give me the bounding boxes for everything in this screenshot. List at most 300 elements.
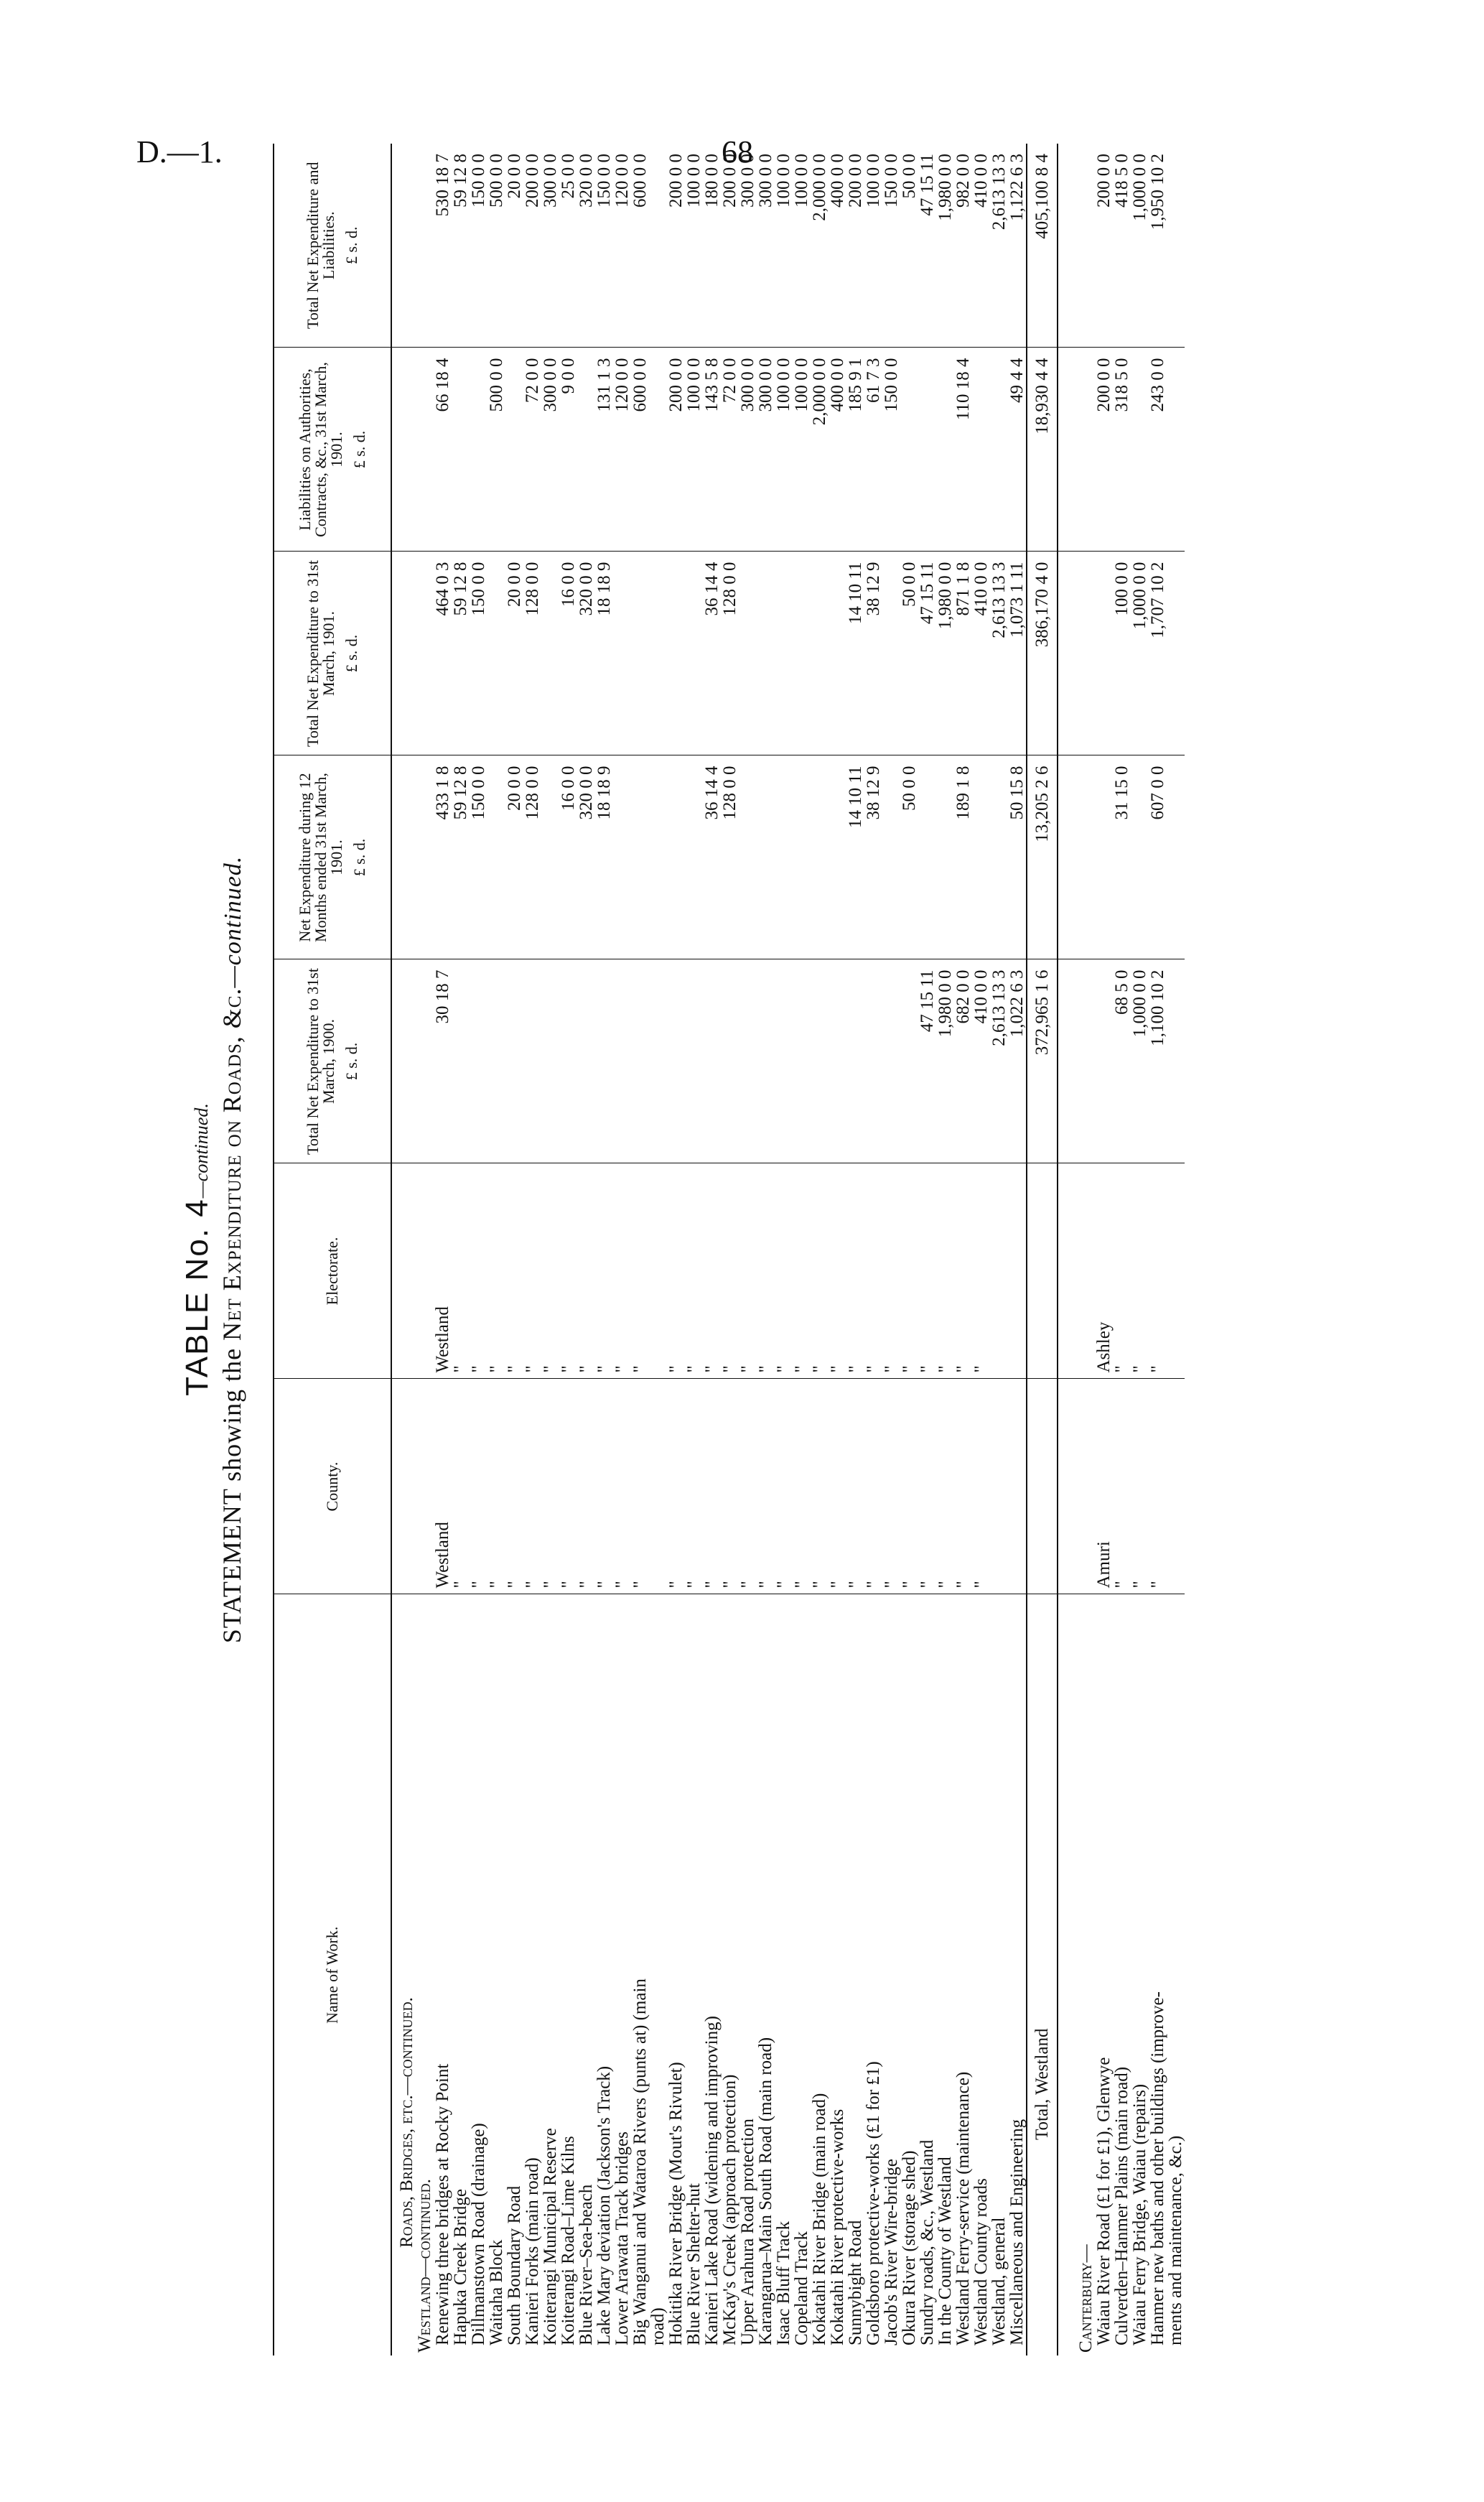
table-row xyxy=(487,144,505,2355)
net-12m-cell: 128 0 0 xyxy=(721,755,739,959)
total-1901-cell xyxy=(667,552,685,755)
county-cell xyxy=(1167,1379,1185,1594)
county-cell: " xyxy=(936,1379,954,1594)
total-1901-cell: 18 18 9 xyxy=(595,552,613,755)
liabilities-cell: 200 0 0 xyxy=(1095,348,1113,552)
electorate-cell: " xyxy=(972,1163,990,1379)
county-cell: " xyxy=(1149,1379,1167,1594)
total-liab-cell xyxy=(649,144,667,348)
work-name: Isaac Bluff Track xyxy=(774,2220,793,2345)
subsection-heading: Westland—continued. xyxy=(415,2179,434,2353)
work-name: Koiterangi Municipal Reserve xyxy=(541,2128,560,2345)
total-1900-cell: 410 0 0 xyxy=(972,959,990,1163)
total-liab-cell: 200 0 0 xyxy=(667,144,685,348)
total-1901-cell: 128 0 0 xyxy=(523,552,541,755)
total-liab-cell: 500 0 0 xyxy=(487,144,505,348)
net-12m-cell: 150 0 0 xyxy=(470,755,487,959)
col-electorate: Electorate. xyxy=(274,1163,391,1379)
table-body xyxy=(391,144,1185,2355)
total-1901-cell: 14 10 11 xyxy=(846,552,864,755)
work-name: Westland Ferry-service (maintenance) xyxy=(953,2071,973,2345)
col-total-to-1900: Total Net Expenditure to 31st March, 1900. £ s. d. xyxy=(274,959,391,1163)
county-cell xyxy=(1008,1379,1027,1594)
table-row xyxy=(972,144,990,2355)
work-name: Upper Arahura Road protection xyxy=(738,2119,757,2345)
county-cell: " xyxy=(1113,1379,1131,1594)
net-12m-cell xyxy=(918,755,936,959)
spacer-row xyxy=(1058,144,1077,2355)
electorate-cell: " xyxy=(775,1163,793,1379)
net-12m-cell xyxy=(631,755,649,959)
table-row xyxy=(990,144,1008,2355)
table-row xyxy=(434,144,452,2355)
table-row xyxy=(1167,144,1185,2355)
net-12m-cell: 38 12 9 xyxy=(864,755,882,959)
total-1900-cell xyxy=(775,959,793,1163)
net-12m-cell: 20 0 0 xyxy=(505,755,523,959)
liabilities-cell xyxy=(505,348,523,552)
table-row xyxy=(918,144,936,2355)
total-1900-cell: 2,613 13 3 xyxy=(990,959,1008,1163)
col-liabilities: Liabilities on Authorities, Contracts, &c., 31st March, 1901. £ s. d. xyxy=(274,348,391,552)
electorate-cell: " xyxy=(487,1163,505,1379)
net-12m-cell xyxy=(1167,755,1185,959)
empty-cell xyxy=(1077,959,1095,1163)
electorate-cell: " xyxy=(882,1163,900,1379)
liabilities-cell: 600 0 0 xyxy=(631,348,649,552)
total-1900-cell xyxy=(864,959,882,1163)
liabilities-cell: 400 0 0 xyxy=(829,348,846,552)
table-row xyxy=(595,144,613,2355)
subtitle-part-a: STATEMENT showing the xyxy=(218,1340,246,1644)
work-name: Miscellaneous and Engineering xyxy=(1007,2119,1027,2345)
total-liab-cell: 120 0 0 xyxy=(613,144,631,348)
net-12m-cell: 50 0 0 xyxy=(900,755,918,959)
total-1901-cell xyxy=(541,552,559,755)
total-1900-cell: 682 0 0 xyxy=(954,959,972,1163)
total-1900-cell xyxy=(487,959,505,1163)
liabilities-cell: 49 4 4 xyxy=(1008,348,1027,552)
empty-cell xyxy=(1077,348,1095,552)
work-name: Hokitika River Bridge (Mout's Rivulet) xyxy=(666,2062,686,2345)
work-name: Westland County roads xyxy=(971,2178,991,2345)
work-name: Renewing three bridges at Rocky Point xyxy=(433,2063,452,2345)
total-1900-cell: 1,022 6 3 xyxy=(1008,959,1027,1163)
total-1901-cell xyxy=(829,552,846,755)
liabilities-cell: 131 1 3 xyxy=(595,348,613,552)
total-1900-cell xyxy=(667,959,685,1163)
electorate-cell: " xyxy=(1113,1163,1131,1379)
electorate-cell: " xyxy=(829,1163,846,1379)
net-12m-cell xyxy=(990,755,1008,959)
table-row xyxy=(1131,144,1149,2355)
empty-cell xyxy=(1077,1379,1095,1594)
table-row xyxy=(829,144,846,2355)
total-1901-cell: 320 0 0 xyxy=(577,552,595,755)
county-cell xyxy=(990,1379,1008,1594)
total-c1: 372,965 1 6 xyxy=(1027,959,1058,1163)
total-liab-cell: 982 0 0 xyxy=(954,144,972,348)
net-12m-cell: 128 0 0 xyxy=(523,755,541,959)
col-net-12-months: Net Expenditure during 12 Months ended 31st March, 1901. £ s. d. xyxy=(274,755,391,959)
empty-cell xyxy=(1027,1379,1058,1594)
work-name: Koiterangi Road–Lime Kilns xyxy=(559,2136,578,2345)
total-liab-cell: 25 0 0 xyxy=(559,144,577,348)
net-12m-cell xyxy=(613,755,631,959)
total-liab-cell: 410 0 0 xyxy=(972,144,990,348)
col-name-of-work: Name of Work. xyxy=(274,1594,391,2355)
electorate-cell: " xyxy=(559,1163,577,1379)
total-1901-cell xyxy=(613,552,631,755)
liabilities-cell: 2,000 0 0 xyxy=(811,348,829,552)
total-liab-cell: 200 0 0 xyxy=(523,144,541,348)
electorate-cell: " xyxy=(811,1163,829,1379)
liabilities-cell xyxy=(918,348,936,552)
total-1901-cell xyxy=(487,552,505,755)
net-12m-cell: 16 0 0 xyxy=(559,755,577,959)
total-1900-cell xyxy=(703,959,721,1163)
total-c4: 18,930 4 4 xyxy=(1027,348,1058,552)
total-liab-cell: 300 0 0 xyxy=(757,144,775,348)
liabilities-cell xyxy=(990,348,1008,552)
work-name: Goldsboro protective-works (£1 for £1) xyxy=(864,2061,883,2345)
county-cell: " xyxy=(775,1379,793,1594)
liabilities-cell xyxy=(577,348,595,552)
electorate-cell: " xyxy=(864,1163,882,1379)
liabilities-cell: 200 0 0 xyxy=(667,348,685,552)
net-12m-cell: 59 12 8 xyxy=(452,755,470,959)
table-row xyxy=(1095,144,1113,2355)
empty-cell xyxy=(1027,1163,1058,1379)
total-1900-cell xyxy=(846,959,864,1163)
table-row xyxy=(793,144,811,2355)
table-row xyxy=(559,144,577,2355)
table-row xyxy=(523,144,541,2355)
total-1901-cell xyxy=(1095,552,1113,755)
work-name: Hapuka Creek Bridge xyxy=(451,2189,470,2345)
page-number: 68 xyxy=(722,134,753,169)
liabilities-cell: 300 0 0 xyxy=(739,348,757,552)
work-name: Okura River (storage shed) xyxy=(900,2150,919,2345)
total-liab-cell: 300 0 0 xyxy=(541,144,559,348)
table-row xyxy=(846,144,864,2355)
county-cell: " xyxy=(954,1379,972,1594)
total-1901-cell xyxy=(649,552,667,755)
liabilities-cell: 110 18 4 xyxy=(954,348,972,552)
net-12m-cell xyxy=(775,755,793,959)
electorate-cell: " xyxy=(1149,1163,1167,1379)
total-1901-cell: 1,707 10 2 xyxy=(1149,552,1167,755)
electorate-cell: " xyxy=(523,1163,541,1379)
total-1901-cell xyxy=(775,552,793,755)
table-row xyxy=(864,144,882,2355)
liabilities-cell xyxy=(1131,348,1149,552)
table-row xyxy=(667,144,685,2355)
total-1900-cell: 68 5 0 xyxy=(1113,959,1131,1163)
electorate-cell: " xyxy=(541,1163,559,1379)
total-liab-cell: 2,613 13 3 xyxy=(990,144,1008,348)
liabilities-cell xyxy=(470,348,487,552)
total-1900-cell xyxy=(685,959,703,1163)
work-name: McKay's Creek (approach protection) xyxy=(720,2074,739,2345)
work-name: Jacob's River Wire-bridge xyxy=(882,2159,901,2345)
county-cell: " xyxy=(864,1379,882,1594)
net-12m-cell xyxy=(1095,755,1113,959)
county-cell: " xyxy=(721,1379,739,1594)
liabilities-cell: 61 7 3 xyxy=(864,348,882,552)
liabilities-cell xyxy=(972,348,990,552)
net-12m-cell: 189 1 8 xyxy=(954,755,972,959)
total-1900-cell xyxy=(505,959,523,1163)
county-cell: " xyxy=(918,1379,936,1594)
total-1901-cell xyxy=(739,552,757,755)
work-name: Kokatahi River Bridge (main road) xyxy=(810,2093,829,2345)
total-1901-cell xyxy=(793,552,811,755)
total-1901-cell xyxy=(631,552,649,755)
total-1900-cell xyxy=(793,959,811,1163)
table-row xyxy=(1113,144,1131,2355)
total-liab-cell: 320 0 0 xyxy=(577,144,595,348)
net-12m-cell xyxy=(541,755,559,959)
work-name: In the County of Westland xyxy=(935,2157,955,2345)
net-12m-cell: 320 0 0 xyxy=(577,755,595,959)
total-liab-cell: 100 0 0 xyxy=(685,144,703,348)
work-name: Blue River–Sea-beach xyxy=(577,2184,596,2345)
total-liab-cell: 59 12 8 xyxy=(452,144,470,348)
subtitle-part-b: Net Expenditure on Roads, &c. xyxy=(218,987,246,1341)
work-name: Karangarua–Main South Road (main road) xyxy=(756,2037,775,2345)
electorate-cell: Ashley xyxy=(1095,1163,1113,1379)
total-c5: 405,100 8 4 xyxy=(1027,144,1058,348)
net-12m-cell xyxy=(667,755,685,959)
net-12m-cell: 31 15 0 xyxy=(1113,755,1131,959)
work-name: Westland, general xyxy=(989,2217,1009,2345)
total-1901-cell xyxy=(757,552,775,755)
work-name: Dillmanstown Road (drainage) xyxy=(469,2123,488,2345)
work-name: Kokatahi River protective-works xyxy=(828,2108,847,2345)
net-12m-cell xyxy=(972,755,990,959)
total-liab-cell: 418 5 0 xyxy=(1113,144,1131,348)
total-liab-cell: 300 0 0 xyxy=(739,144,757,348)
county-cell: Amuri xyxy=(1095,1379,1113,1594)
empty-cell xyxy=(1077,755,1095,959)
total-1900-cell xyxy=(1167,959,1185,1163)
table-row xyxy=(721,144,739,2355)
total-row xyxy=(1027,144,1058,2355)
total-liab-cell: 50 0 0 xyxy=(900,144,918,348)
net-12m-cell: 50 15 8 xyxy=(1008,755,1027,959)
work-name: Waiau Ferry Bridge, Waiau (repairs) xyxy=(1130,2083,1149,2345)
total-liab-cell: 1,000 0 0 xyxy=(1131,144,1149,348)
table-row xyxy=(505,144,523,2355)
table-row xyxy=(703,144,721,2355)
total-1900-cell xyxy=(631,959,649,1163)
liabilities-cell: 66 18 4 xyxy=(434,348,452,552)
table-row xyxy=(685,144,703,2355)
total-1901-cell xyxy=(882,552,900,755)
total-1900-cell xyxy=(649,959,667,1163)
electorate-cell: " xyxy=(918,1163,936,1379)
liabilities-cell xyxy=(649,348,667,552)
total-1900-cell xyxy=(541,959,559,1163)
total-1901-cell: 59 12 8 xyxy=(452,552,470,755)
total-liab-cell: 150 0 0 xyxy=(470,144,487,348)
total-liab-cell: 2,000 0 0 xyxy=(811,144,829,348)
liabilities-cell xyxy=(1167,348,1185,552)
total-c2: 13,205 2 6 xyxy=(1027,755,1058,959)
table-row xyxy=(900,144,918,2355)
net-12m-cell xyxy=(829,755,846,959)
total-1901-cell: 38 12 9 xyxy=(864,552,882,755)
liabilities-cell: 72 0 0 xyxy=(721,348,739,552)
liabilities-cell: 100 0 0 xyxy=(793,348,811,552)
electorate-cell: " xyxy=(631,1163,649,1379)
electorate-cell: " xyxy=(505,1163,523,1379)
total-1900-cell xyxy=(613,959,631,1163)
empty-cell xyxy=(1058,348,1077,552)
county-cell: " xyxy=(757,1379,775,1594)
county-cell: " xyxy=(613,1379,631,1594)
work-name: road) xyxy=(648,2307,668,2345)
section-heading: Roads, Bridges, etc.—continued. xyxy=(397,1997,416,2248)
net-12m-cell xyxy=(649,755,667,959)
work-name: Lower Arawata Track bridges xyxy=(612,2131,632,2345)
electorate-cell: " xyxy=(721,1163,739,1379)
empty-cell xyxy=(1077,144,1095,348)
county-cell: " xyxy=(470,1379,487,1594)
net-12m-cell xyxy=(1131,755,1149,959)
liabilities-cell: 100 0 0 xyxy=(685,348,703,552)
total-1901-cell: 16 0 0 xyxy=(559,552,577,755)
electorate-cell: " xyxy=(1131,1163,1149,1379)
county-cell: " xyxy=(595,1379,613,1594)
total-1900-cell xyxy=(577,959,595,1163)
liabilities-cell: 143 5 8 xyxy=(703,348,721,552)
col-total-and-liabilities: Total Net Expenditure and Liabilities. £ s. d. xyxy=(274,144,391,348)
total-1900-cell xyxy=(595,959,613,1163)
total-1900-cell: 1,000 0 0 xyxy=(1131,959,1149,1163)
liabilities-cell xyxy=(452,348,470,552)
total-1900-cell: 1,100 10 2 xyxy=(1149,959,1167,1163)
liabilities-cell: 300 0 0 xyxy=(757,348,775,552)
electorate-cell: " xyxy=(577,1163,595,1379)
liabilities-cell xyxy=(900,348,918,552)
county-cell: " xyxy=(667,1379,685,1594)
table-row xyxy=(882,144,900,2355)
county-cell: " xyxy=(523,1379,541,1594)
work-name: Kanieri Lake Road (widening and improving) xyxy=(702,2016,722,2345)
electorate-cell: " xyxy=(846,1163,864,1379)
net-12m-cell: 607 0 0 xyxy=(1149,755,1167,959)
county-cell: " xyxy=(541,1379,559,1594)
total-liab-cell: 20 0 0 xyxy=(505,144,523,348)
total-1900-cell xyxy=(900,959,918,1163)
county-cell: " xyxy=(829,1379,846,1594)
net-12m-cell: 14 10 11 xyxy=(846,755,864,959)
table-row xyxy=(954,144,972,2355)
total-1901-cell: 20 0 0 xyxy=(505,552,523,755)
electorate-cell xyxy=(1008,1163,1027,1379)
net-12m-cell: 433 1 8 xyxy=(434,755,452,959)
net-12m-cell xyxy=(793,755,811,959)
total-1901-cell: 410 0 0 xyxy=(972,552,990,755)
total-1900-cell: 30 18 7 xyxy=(434,959,452,1163)
total-liab-cell: 1,122 6 3 xyxy=(1008,144,1027,348)
liabilities-cell: 150 0 0 xyxy=(882,348,900,552)
empty-cell xyxy=(1058,552,1077,755)
county-cell: " xyxy=(577,1379,595,1594)
table-row xyxy=(775,144,793,2355)
total-1900-cell xyxy=(523,959,541,1163)
table-number: TABLE No. 4 xyxy=(179,1198,215,1396)
net-12m-cell xyxy=(757,755,775,959)
table-row xyxy=(1008,144,1027,2355)
total-1901-cell xyxy=(685,552,703,755)
work-name: Big Wanganui and Wataroa Rivers (punts at) (main xyxy=(630,1978,650,2345)
empty-cell xyxy=(1077,552,1095,755)
total-1900-cell xyxy=(757,959,775,1163)
col-total-to-1901: Total Net Expenditure to 31st March, 1901. £ s. d. xyxy=(274,552,391,755)
total-liab-cell: 47 15 11 xyxy=(918,144,936,348)
work-name: Lake Mary deviation (Jackson's Track) xyxy=(594,2065,614,2345)
liabilities-cell: 185 9 1 xyxy=(846,348,864,552)
total-1900-cell xyxy=(739,959,757,1163)
empty-cell xyxy=(1058,1163,1077,1379)
total-1901-cell: 150 0 0 xyxy=(470,552,487,755)
subtitle-part-c: —continued. xyxy=(220,855,246,988)
electorate-cell xyxy=(1167,1163,1185,1379)
electorate-cell: " xyxy=(452,1163,470,1379)
total-1901-cell xyxy=(811,552,829,755)
empty-cell xyxy=(1058,1594,1077,2355)
county-cell: " xyxy=(452,1379,470,1594)
total-liab-cell: 150 0 0 xyxy=(882,144,900,348)
total-1901-cell: 50 0 0 xyxy=(900,552,918,755)
col-county: County. xyxy=(274,1379,391,1594)
total-liab-cell: 100 0 0 xyxy=(793,144,811,348)
empty-cell xyxy=(1058,1379,1077,1594)
document-reference: D.—1. xyxy=(136,134,223,169)
section-heading: Canterbury— xyxy=(1076,2244,1096,2353)
liabilities-cell: 72 0 0 xyxy=(523,348,541,552)
work-name: Copeland Track xyxy=(792,2231,811,2345)
total-1900-cell: 1,980 0 0 xyxy=(936,959,954,1163)
net-12m-cell: 36 14 4 xyxy=(703,755,721,959)
electorate-cell: " xyxy=(757,1163,775,1379)
total-liab-cell: 200 0 0 xyxy=(1095,144,1113,348)
liabilities-cell xyxy=(936,348,954,552)
table-row xyxy=(757,144,775,2355)
total-1900-cell xyxy=(559,959,577,1163)
work-name: Waitaha Block xyxy=(487,2239,506,2345)
county-cell: " xyxy=(846,1379,864,1594)
total-1901-cell: 1,073 1 11 xyxy=(1008,552,1027,755)
total-1900-cell xyxy=(882,959,900,1163)
total-label: Total, Westland xyxy=(1027,1594,1058,2355)
total-liab-cell: 200 0 0 xyxy=(846,144,864,348)
net-12m-cell xyxy=(739,755,757,959)
table-row xyxy=(1149,144,1167,2355)
net-12m-cell: 18 18 9 xyxy=(595,755,613,959)
liabilities-cell: 120 0 0 xyxy=(613,348,631,552)
county-cell: Westland xyxy=(434,1379,452,1594)
total-1901-cell xyxy=(1167,552,1185,755)
county-cell: " xyxy=(1131,1379,1149,1594)
work-name: Kanieri Forks (main road) xyxy=(523,2157,542,2345)
county-cell: " xyxy=(793,1379,811,1594)
liabilities-cell: 9 0 0 xyxy=(559,348,577,552)
total-1900-cell xyxy=(452,959,470,1163)
